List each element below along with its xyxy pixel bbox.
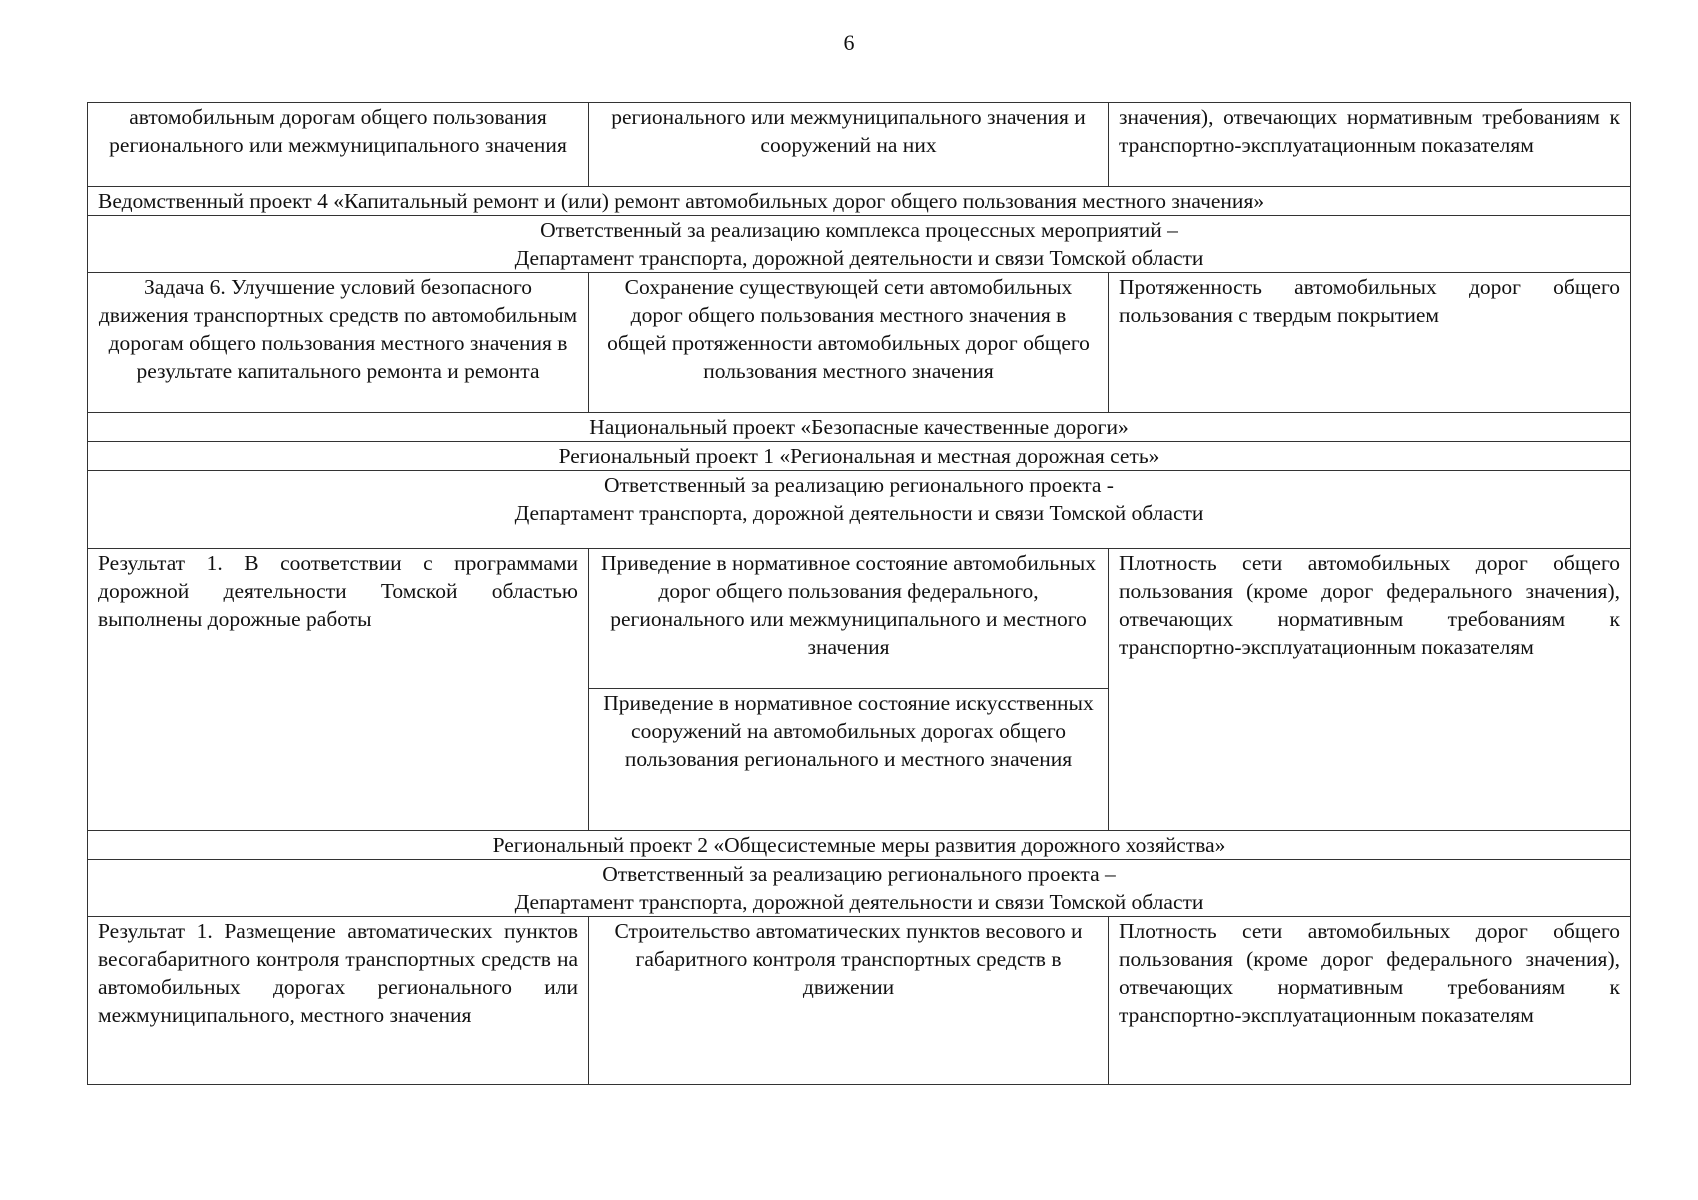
result-cell: Результат 1. В соответствии с программами дорожной деятельности Томской областью выполнены дорожные работы <box>88 549 589 831</box>
table-row <box>88 549 1631 831</box>
measure-cell: Приведение в нормативное состояние искусственных сооружений на автомобильных дорогах общего пользования регионального и местного значения <box>603 691 1094 771</box>
table-row <box>88 860 1631 917</box>
responsible-block <box>88 860 1631 917</box>
measure-cell: Приведение в нормативное состояние автомобильных дорог общего пользования федерального, регионального или межмуниципального и местного значения <box>589 549 1108 689</box>
program-structure-table <box>87 102 1631 1085</box>
regional-project-heading: Региональный проект 1 «Региональная и местная дорожная сеть» <box>88 442 1631 471</box>
table-row <box>88 917 1631 1085</box>
result-cell: Результат 1. Размещение автоматических пунктов весогабаритного контроля транспортных средств на автомобильных дорогах регионального или межмуниципального, местного значения <box>88 917 589 1085</box>
table-row <box>88 103 1631 187</box>
indicator-cell: Протяженность автомобильных дорог общего пользования с твердым покрытием <box>1109 273 1631 413</box>
responsible-line: Ответственный за реализацию комплекса процессных мероприятий – <box>540 218 1178 242</box>
table-row <box>88 216 1631 273</box>
indicator-cell: Плотность сети автомобильных дорог общего пользования (кроме дорог федерального значения), отвечающих нормативным требованиям к транспортно-эксплуатационным показателям <box>1109 917 1631 1085</box>
national-project-heading: Национальный проект «Безопасные качественные дороги» <box>88 413 1631 442</box>
table-row <box>88 187 1631 216</box>
measure-cell: Строительство автоматических пунктов весового и габаритного контроля транспортных средств в движении <box>589 917 1109 1085</box>
measure-cell: Сохранение существующей сети автомобильных дорог общего пользования местного значения в общей протяженности автомобильных дорог общего пользования местного значения <box>589 273 1109 413</box>
indicator-cell: Плотность сети автомобильных дорог общего пользования (кроме дорог федерального значения), отвечающих нормативным требованиям к транспортно-эксплуатационным показателям <box>1109 549 1631 831</box>
table-row <box>88 442 1631 471</box>
task-cell: автомобильным дорогам общего пользования регионального или межмуниципального значения <box>88 103 589 187</box>
regional-project-heading: Региональный проект 2 «Общесистемные меры развития дорожного хозяйства» <box>88 831 1631 860</box>
table-row <box>88 413 1631 442</box>
measure-stack <box>589 549 1109 831</box>
responsible-department: Департамент транспорта, дорожной деятельности и связи Томской области <box>514 890 1204 914</box>
responsible-line: Ответственный за реализацию регионального проекта – <box>602 862 1116 886</box>
responsible-department: Департамент транспорта, дорожной деятельности и связи Томской области <box>514 246 1204 270</box>
table-row <box>88 273 1631 413</box>
table-row <box>88 831 1631 860</box>
responsible-block <box>88 471 1631 549</box>
responsible-block <box>88 216 1631 273</box>
table-row <box>88 471 1631 549</box>
responsible-department: Департамент транспорта, дорожной деятельности и связи Томской области <box>514 501 1204 525</box>
page-number: 6 <box>843 30 855 55</box>
indicator-cell: значения), отвечающих нормативным требованиям к транспортно-эксплуатационным показателям <box>1109 103 1631 187</box>
responsible-line: Ответственный за реализацию регионального проекта - <box>604 473 1114 497</box>
department-project-heading: Ведомственный проект 4 «Капитальный ремонт и (или) ремонт автомобильных дорог общего пользования местного значения» <box>88 187 1631 216</box>
measure-cell: регионального или межмуниципального значения и сооружений на них <box>589 103 1109 187</box>
task-cell: Задача 6. Улучшение условий безопасного движения транспортных средств по автомобильным дорогам общего пользования местного значения в результате капитального ремонта и ремонта <box>88 273 589 413</box>
